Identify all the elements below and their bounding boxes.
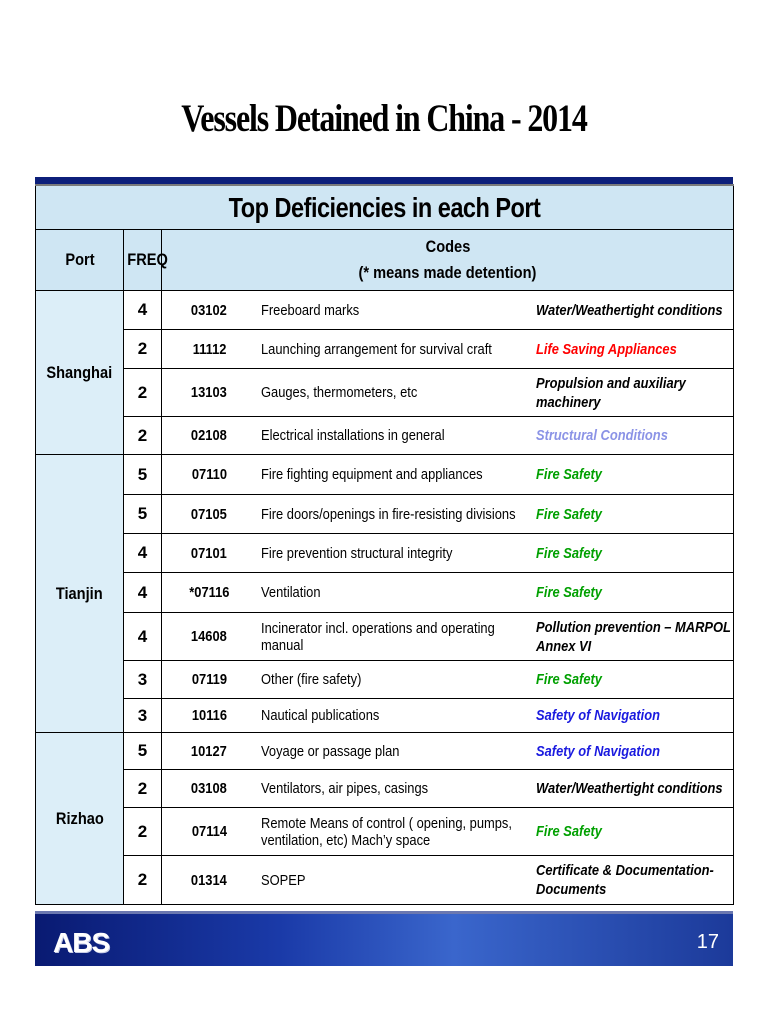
table-row: [36, 573, 734, 613]
description-cell: [257, 699, 536, 733]
description-text: Incinerator incl. operations and operating manual: [260, 619, 495, 654]
description-text: Electrical installations in general: [260, 427, 445, 444]
code-text: 07110: [191, 466, 227, 483]
freq-cell: 2: [124, 417, 162, 455]
table-row: [36, 291, 734, 330]
description-cell: [257, 417, 536, 455]
code-text: 03108: [191, 780, 228, 797]
category-text: Pollution prevention – MARPOL Annex VI: [535, 618, 731, 655]
description-cell: [257, 534, 536, 573]
slide-title: Vessels Detained in China - 2014: [181, 97, 587, 140]
category-text: Propulsion and auxiliary machinery: [535, 374, 686, 411]
description-text: Gauges, thermometers, etc: [260, 384, 417, 401]
category-text: Fire Safety: [535, 823, 602, 840]
category-cell: [536, 613, 734, 661]
freq-cell: 4: [124, 573, 162, 613]
category-cell: [536, 330, 734, 369]
table-row: [36, 369, 734, 417]
category-cell: [536, 856, 734, 905]
codes-header-line1: Codes: [425, 237, 470, 256]
category-cell: [536, 661, 734, 699]
code-cell: [162, 291, 257, 330]
code-text: 02108: [191, 427, 228, 444]
code-text: 01314: [191, 871, 228, 889]
code-text: 07101: [191, 544, 228, 562]
category-cell: [536, 534, 734, 573]
port-cell: [36, 733, 124, 905]
table-row: [36, 417, 734, 455]
category-text: Fire Safety: [535, 466, 602, 483]
category-cell: [536, 808, 734, 856]
description-cell: [257, 455, 536, 495]
table-row: [36, 770, 734, 808]
table-row: [36, 330, 734, 369]
category-cell: [536, 291, 734, 330]
description-cell: [257, 369, 536, 417]
table-row: [36, 661, 734, 699]
category-text: Fire Safety: [535, 584, 602, 601]
category-cell: [536, 455, 734, 495]
code-text: 13103: [191, 384, 228, 401]
code-cell: [162, 661, 257, 699]
description-cell: [257, 495, 536, 534]
category-text: Structural Conditions: [535, 427, 668, 444]
description-text: Ventilation: [260, 584, 321, 601]
table-row: [36, 733, 734, 770]
port-name: Shanghai: [46, 362, 113, 382]
description-cell: [257, 291, 536, 330]
code-cell: [162, 534, 257, 573]
freq-cell: 2: [124, 808, 162, 856]
freq-cell: 2: [124, 330, 162, 369]
description-text: Nautical publications: [260, 707, 379, 724]
description-text: Fire prevention structural integrity: [260, 544, 452, 562]
category-text: Water/Weathertight conditions: [535, 301, 723, 319]
port-cell: [36, 455, 124, 733]
freq-cell: 2: [124, 856, 162, 905]
page-number: 17: [696, 931, 719, 953]
description-cell: [257, 856, 536, 905]
description-cell: [257, 573, 536, 613]
code-text: 14608: [191, 628, 228, 645]
code-cell: [162, 573, 257, 613]
port-name: Tianjin: [56, 583, 103, 603]
freq-cell: 3: [124, 661, 162, 699]
category-text: Fire Safety: [535, 671, 602, 688]
description-text: Voyage or passage plan: [260, 742, 399, 760]
deficiencies-table: [35, 184, 734, 905]
category-cell: [536, 699, 734, 733]
description-text: Ventilators, air pipes, casings: [260, 780, 428, 797]
freq-cell: 5: [124, 455, 162, 495]
code-text: 07119: [191, 671, 227, 688]
code-cell: [162, 455, 257, 495]
code-cell: [162, 699, 257, 733]
freq-cell: 3: [124, 699, 162, 733]
description-text: Other (fire safety): [260, 671, 361, 688]
code-cell: [162, 856, 257, 905]
code-cell: [162, 369, 257, 417]
code-text: *07116: [189, 584, 230, 601]
code-cell: [162, 808, 257, 856]
category-text: Fire Safety: [535, 544, 602, 562]
category-cell: [536, 369, 734, 417]
code-text: 10116: [191, 707, 227, 724]
abs-logo: ABS: [53, 927, 110, 958]
category-text: Life Saving Appliances: [535, 340, 677, 358]
table-caption-row: [36, 185, 734, 230]
port-cell: [36, 291, 124, 455]
code-cell: [162, 330, 257, 369]
description-text: Remote Means of control ( opening, pumps, ventilation, etc) Mach’y space: [260, 814, 512, 849]
description-cell: [257, 808, 536, 856]
description-text: SOPEP: [260, 871, 305, 889]
table-caption-text: Top Deficiencies in each Port: [228, 191, 541, 223]
freq-cell: 5: [124, 733, 162, 770]
description-cell: [257, 733, 536, 770]
freq-cell: 4: [124, 534, 162, 573]
description-text: Fire fighting equipment and appliances: [260, 466, 483, 483]
description-cell: [257, 770, 536, 808]
code-cell: [162, 733, 257, 770]
table-row: [36, 495, 734, 534]
table-row: [36, 808, 734, 856]
port-header-text: Port: [64, 250, 95, 269]
description-text: Launching arrangement for survival craft: [260, 340, 492, 358]
codes-header-line2: (* means made detention): [358, 263, 537, 282]
freq-header: [124, 230, 168, 291]
category-cell: [536, 417, 734, 455]
port-header: [36, 230, 124, 291]
table-row: [36, 699, 734, 733]
column-header-row: [36, 230, 734, 291]
port-name: Rizhao: [55, 808, 104, 828]
freq-cell: 2: [124, 369, 162, 417]
description-cell: [257, 330, 536, 369]
category-cell: [536, 495, 734, 534]
category-cell: [536, 573, 734, 613]
codes-header: [162, 230, 734, 291]
description-cell: [257, 661, 536, 699]
table-caption: [36, 185, 734, 230]
table-row: [36, 534, 734, 573]
category-cell: [536, 733, 734, 770]
freq-header-text: FREQ: [127, 250, 168, 269]
code-text: 03102: [191, 301, 228, 319]
table-row: [36, 455, 734, 495]
freq-cell: 5: [124, 495, 162, 534]
code-text: 07105: [191, 505, 228, 523]
category-text: Certificate & Documentation-Documents: [535, 862, 714, 898]
description-cell: [257, 613, 536, 661]
code-cell: [162, 495, 257, 534]
freq-cell: 2: [124, 770, 162, 808]
description-text: Freeboard marks: [260, 301, 359, 319]
code-cell: [162, 770, 257, 808]
freq-cell: 4: [124, 613, 162, 661]
table-top-bar: [35, 177, 733, 184]
category-text: Fire Safety: [535, 505, 602, 523]
footer-bar: [35, 911, 733, 966]
category-text: Water/Weathertight conditions: [535, 780, 723, 797]
category-cell: [536, 770, 734, 808]
table-row: [36, 613, 734, 661]
code-text: 07114: [191, 823, 227, 840]
category-text: Safety of Navigation: [535, 742, 660, 760]
code-cell: [162, 417, 257, 455]
category-text: Safety of Navigation: [535, 707, 660, 724]
table-row: [36, 856, 734, 905]
code-text: 10127: [191, 742, 228, 760]
code-text: 11112: [192, 340, 227, 358]
freq-cell: 4: [124, 291, 162, 330]
description-text: Fire doors/openings in fire-resisting divisions: [260, 505, 516, 523]
code-cell: [162, 613, 257, 661]
